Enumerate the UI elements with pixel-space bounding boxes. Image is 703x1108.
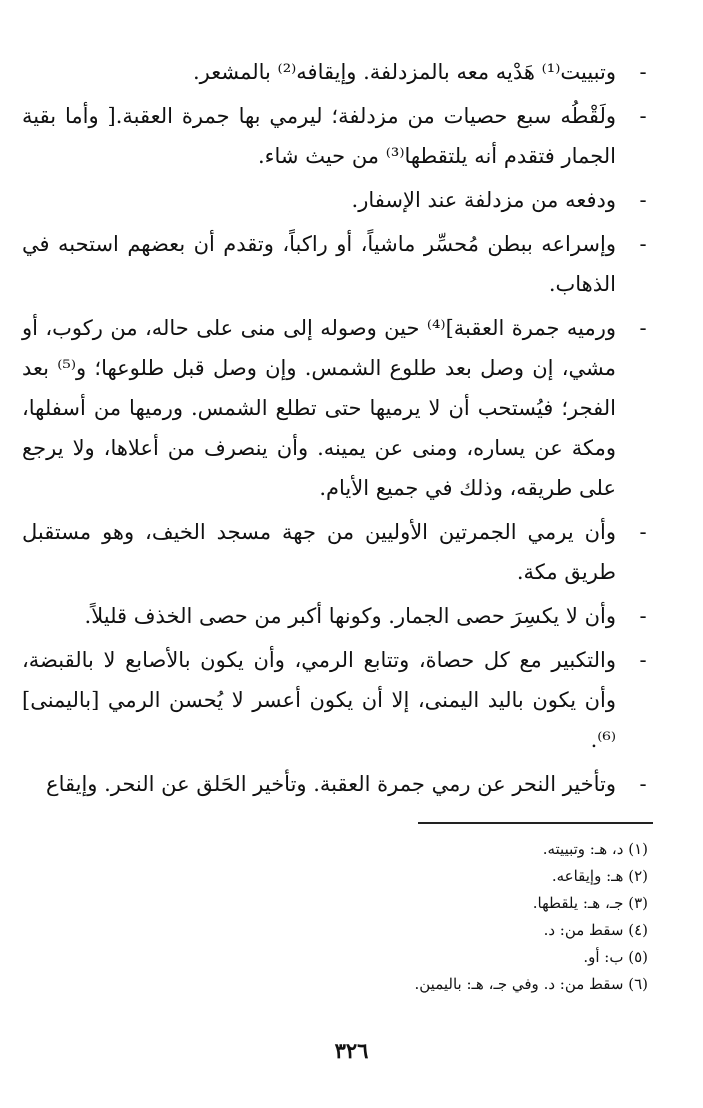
list-item xyxy=(22,96,647,176)
list-item xyxy=(22,512,647,592)
bullet-dash: - xyxy=(639,604,647,628)
footnote: (٥) ب: أو. xyxy=(583,948,648,966)
list-item xyxy=(22,308,647,508)
item-text: وأن يرمي الجمرتين الأوليين من جهة مسجد الخيف، وهو مستقبل طريق مكة. xyxy=(22,520,616,584)
list-item xyxy=(22,224,647,304)
item-text: وتأخير النحر عن رمي جمرة العقبة. وتأخير الحَلق عن النحر. وإيقاع xyxy=(46,772,616,796)
list-item xyxy=(22,640,647,760)
bullet-dash: - xyxy=(639,772,647,796)
list-item xyxy=(22,180,647,220)
bullet-dash: - xyxy=(639,648,647,672)
item-text: والتكبير مع كل حصاة، وتتابع الرمي، وأن يكون بالأصابع لا بالقبضة، وأن يكون باليد اليمنى، إلا أن يكون أعسر لا يُحسن الرمي [باليمنى]⁽⁶⁾. xyxy=(22,648,616,752)
footnote: (١) د، هـ: وتبييته. xyxy=(542,840,648,858)
list-item xyxy=(22,52,647,92)
item-text: ولَقْطُه سبع حصيات من مزدلفة؛ ليرمي بها جمرة العقبة.[ وأما بقية الجمار فتقدم أنه يلتقطها⁽³⁾ من حيث شاء. xyxy=(22,104,616,168)
main-text xyxy=(22,52,647,808)
item-text: وإسراعه ببطن مُحسِّر ماشياً، أو راكباً، وتقدم أن بعضهم استحبه في الذهاب. xyxy=(22,232,616,296)
page-number: ٣٢٦ xyxy=(334,1038,369,1063)
list-item xyxy=(22,596,647,636)
bullet-dash: - xyxy=(639,188,647,212)
list-item xyxy=(22,764,647,804)
item-text: ورميه جمرة العقبة]⁽⁴⁾ حين وصوله إلى منى على حاله، من ركوب، أو مشي، إن وصل بعد طلوع الشمس. وإن وصل قبل طلوعها؛ و⁽⁵⁾ بعد الفجر؛ فيُستحب أن لا يرميها حتى تطلع الشمس. ورميها من أسفلها، ومكة عن يساره، ومنى عن يمينه. وأن ينصرف من أعلاها، ولا يرجع على طريقه، وذلك في جميع الأيام. xyxy=(22,316,617,500)
bullet-dash: - xyxy=(639,316,647,340)
footnote: (٢) هـ: وإيقاعه. xyxy=(551,867,648,885)
item-text: ودفعه من مزدلفة عند الإسفار. xyxy=(351,188,616,212)
bullet-dash: - xyxy=(639,60,647,84)
footnote-divider xyxy=(418,822,653,824)
bullet-dash: - xyxy=(639,520,647,544)
footnote: (٦) سقط من: د. وفي جـ، هـ: باليمين. xyxy=(414,975,648,993)
bullet-dash: - xyxy=(639,232,647,256)
footnote: (٣) جـ، هـ: يلقطها. xyxy=(532,894,648,912)
bullet-dash: - xyxy=(639,104,647,128)
footnotes xyxy=(228,836,648,998)
footnote: (٤) سقط من: د. xyxy=(543,921,648,939)
item-text: وتبييت⁽¹⁾ هَدْيه معه بالمزدلفة. وإيقافه⁽²⁾ بالمشعر. xyxy=(192,60,616,84)
item-text: وأن لا يكسِرَ حصى الجمار. وكونها أكبر من حصى الخذف قليلاً. xyxy=(84,604,616,628)
